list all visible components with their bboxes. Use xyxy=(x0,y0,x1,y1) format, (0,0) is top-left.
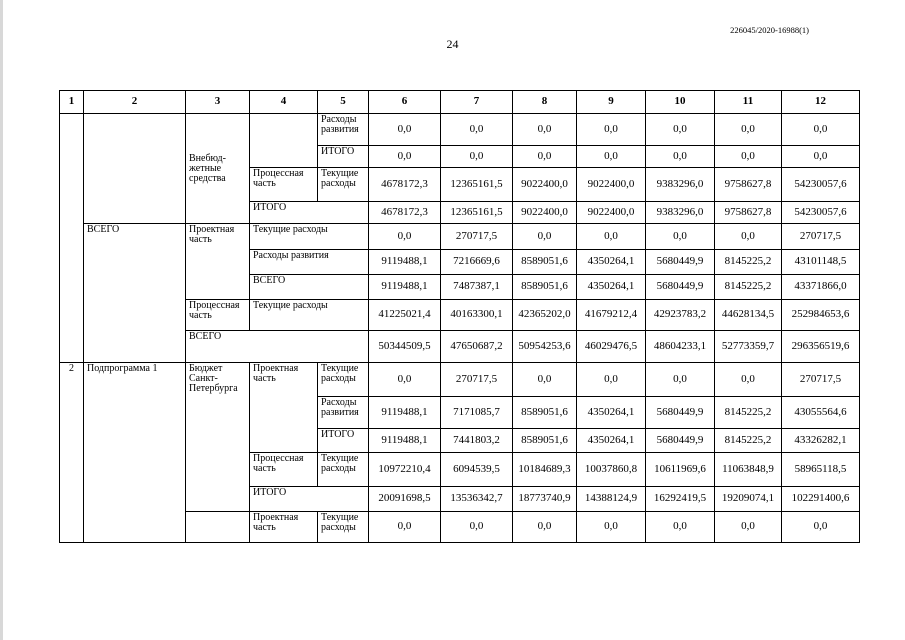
value-cell: 7441803,2 xyxy=(441,429,513,453)
value-cell: 40163300,1 xyxy=(441,300,513,331)
value-cell: 0,0 xyxy=(369,146,441,168)
expense-type-cell: Расходы развития xyxy=(318,397,369,429)
value-cell: 0,0 xyxy=(782,512,860,543)
value-cell: 9119488,1 xyxy=(369,275,441,300)
source-cell: Бюджет Санкт-Петербурга xyxy=(186,363,250,512)
total-label-cell: ИТОГО xyxy=(318,429,369,453)
value-cell: 44628134,5 xyxy=(715,300,782,331)
value-cell: 50344509,5 xyxy=(369,331,441,363)
value-cell: 0,0 xyxy=(715,363,782,397)
value-cell: 9022400,0 xyxy=(513,168,577,202)
expense-type-cell: Текущие расходы xyxy=(250,300,369,331)
table-row xyxy=(60,224,860,250)
program-cell: ВСЕГО xyxy=(84,224,186,363)
value-cell: 42923783,2 xyxy=(646,300,715,331)
table-row xyxy=(60,363,860,397)
value-cell: 5680449,9 xyxy=(646,429,715,453)
part-cell: Процессная часть xyxy=(250,453,318,487)
table-row xyxy=(60,114,860,146)
value-cell: 4350264,1 xyxy=(577,429,646,453)
part-cell: Процессная часть xyxy=(186,300,250,331)
value-cell: 9383296,0 xyxy=(646,168,715,202)
value-cell: 43055564,6 xyxy=(782,397,860,429)
value-cell: 270717,5 xyxy=(782,363,860,397)
total-label-cell: ВСЕГО xyxy=(186,331,369,363)
value-cell: 6094539,5 xyxy=(441,453,513,487)
part-cell: Процессная часть xyxy=(250,168,318,202)
header-cell: 1 xyxy=(60,91,84,114)
value-cell: 9119488,1 xyxy=(369,429,441,453)
value-cell: 20091698,5 xyxy=(369,487,441,512)
value-cell: 9119488,1 xyxy=(369,397,441,429)
part-cell xyxy=(250,114,318,168)
value-cell: 7171085,7 xyxy=(441,397,513,429)
row-number-cell xyxy=(60,114,84,363)
value-cell: 12365161,5 xyxy=(441,168,513,202)
value-cell: 4678172,3 xyxy=(369,168,441,202)
value-cell: 43101148,5 xyxy=(782,250,860,275)
value-cell: 8145225,2 xyxy=(715,275,782,300)
value-cell: 0,0 xyxy=(369,363,441,397)
expense-type-cell: Расходы развития xyxy=(318,114,369,146)
header-cell: 3 xyxy=(186,91,250,114)
value-cell: 10972210,4 xyxy=(369,453,441,487)
value-cell: 10037860,8 xyxy=(577,453,646,487)
value-cell: 14388124,9 xyxy=(577,487,646,512)
value-cell: 8589051,6 xyxy=(513,250,577,275)
value-cell: 9022400,0 xyxy=(513,202,577,224)
value-cell: 0,0 xyxy=(782,114,860,146)
value-cell: 0,0 xyxy=(646,363,715,397)
value-cell: 52773359,7 xyxy=(715,331,782,363)
value-cell: 16292419,5 xyxy=(646,487,715,512)
value-cell: 4350264,1 xyxy=(577,397,646,429)
part-cell: Проектная часть xyxy=(186,224,250,300)
value-cell: 296356519,6 xyxy=(782,331,860,363)
value-cell: 0,0 xyxy=(646,224,715,250)
value-cell: 0,0 xyxy=(715,114,782,146)
value-cell: 5680449,9 xyxy=(646,250,715,275)
value-cell: 7487387,1 xyxy=(441,275,513,300)
value-cell: 0,0 xyxy=(369,512,441,543)
value-cell: 41679212,4 xyxy=(577,300,646,331)
value-cell: 42365202,0 xyxy=(513,300,577,331)
value-cell: 13536342,7 xyxy=(441,487,513,512)
value-cell: 0,0 xyxy=(369,114,441,146)
part-cell: Проектная часть xyxy=(250,363,318,453)
header-cell: 4 xyxy=(250,91,318,114)
value-cell: 12365161,5 xyxy=(441,202,513,224)
value-cell: 0,0 xyxy=(577,146,646,168)
value-cell: 18773740,9 xyxy=(513,487,577,512)
expense-type-cell: Текущие расходы xyxy=(318,453,369,487)
value-cell: 252984653,6 xyxy=(782,300,860,331)
value-cell: 8589051,6 xyxy=(513,397,577,429)
part-cell: Проектная часть xyxy=(250,512,318,543)
value-cell: 8589051,6 xyxy=(513,429,577,453)
value-cell: 0,0 xyxy=(715,224,782,250)
total-label-cell: ИТОГО xyxy=(318,146,369,168)
header-cell: 6 xyxy=(369,91,441,114)
value-cell: 9119488,1 xyxy=(369,250,441,275)
header-cell: 12 xyxy=(782,91,860,114)
value-cell: 0,0 xyxy=(441,146,513,168)
value-cell: 0,0 xyxy=(577,114,646,146)
document-code: 226045/2020-16988(1) xyxy=(730,25,809,35)
expense-type-cell: Расходы развития xyxy=(250,250,369,275)
value-cell: 5680449,9 xyxy=(646,397,715,429)
header-cell: 9 xyxy=(577,91,646,114)
value-cell: 54230057,6 xyxy=(782,168,860,202)
value-cell: 0,0 xyxy=(513,146,577,168)
value-cell: 0,0 xyxy=(513,114,577,146)
value-cell: 7216669,6 xyxy=(441,250,513,275)
value-cell: 0,0 xyxy=(715,512,782,543)
value-cell: 11063848,9 xyxy=(715,453,782,487)
value-cell: 8145225,2 xyxy=(715,429,782,453)
value-cell: 0,0 xyxy=(369,224,441,250)
value-cell: 0,0 xyxy=(441,114,513,146)
value-cell: 270717,5 xyxy=(441,224,513,250)
value-cell: 5680449,9 xyxy=(646,275,715,300)
value-cell: 270717,5 xyxy=(441,363,513,397)
value-cell: 47650687,2 xyxy=(441,331,513,363)
value-cell: 10611969,6 xyxy=(646,453,715,487)
value-cell: 0,0 xyxy=(577,512,646,543)
value-cell: 43326282,1 xyxy=(782,429,860,453)
expense-type-cell: Текущие расходы xyxy=(318,168,369,202)
total-label-cell: ИТОГО xyxy=(250,202,369,224)
value-cell: 10184689,3 xyxy=(513,453,577,487)
value-cell: 0,0 xyxy=(646,146,715,168)
header-cell: 2 xyxy=(84,91,186,114)
value-cell: 0,0 xyxy=(513,363,577,397)
total-label-cell: ИТОГО xyxy=(250,487,369,512)
value-cell: 9758627,8 xyxy=(715,202,782,224)
row-number-cell: 2 xyxy=(60,363,84,543)
source-cell: Внебюд-жетные средства xyxy=(186,114,250,224)
value-cell: 4350264,1 xyxy=(577,250,646,275)
value-cell: 270717,5 xyxy=(782,224,860,250)
budget-table xyxy=(59,90,860,543)
value-cell: 0,0 xyxy=(715,146,782,168)
value-cell: 9383296,0 xyxy=(646,202,715,224)
expense-type-cell: Текущие расходы xyxy=(250,224,369,250)
value-cell: 8145225,2 xyxy=(715,397,782,429)
header-row xyxy=(60,91,860,114)
value-cell: 9758627,8 xyxy=(715,168,782,202)
value-cell: 0,0 xyxy=(646,512,715,543)
header-cell: 8 xyxy=(513,91,577,114)
program-cell: Подпрограмма 1 xyxy=(84,363,186,543)
value-cell: 41225021,4 xyxy=(369,300,441,331)
value-cell: 0,0 xyxy=(577,224,646,250)
value-cell: 58965118,5 xyxy=(782,453,860,487)
value-cell: 8145225,2 xyxy=(715,250,782,275)
value-cell: 8589051,6 xyxy=(513,275,577,300)
value-cell: 50954253,6 xyxy=(513,331,577,363)
value-cell: 48604233,1 xyxy=(646,331,715,363)
header-cell: 5 xyxy=(318,91,369,114)
value-cell: 9022400,0 xyxy=(577,202,646,224)
value-cell: 4678172,3 xyxy=(369,202,441,224)
value-cell: 0,0 xyxy=(646,114,715,146)
value-cell: 0,0 xyxy=(577,363,646,397)
value-cell: 0,0 xyxy=(513,224,577,250)
value-cell: 0,0 xyxy=(441,512,513,543)
value-cell: 46029476,5 xyxy=(577,331,646,363)
value-cell: 102291400,6 xyxy=(782,487,860,512)
page-number: 24 xyxy=(446,37,459,51)
source-cell xyxy=(186,512,250,543)
value-cell: 54230057,6 xyxy=(782,202,860,224)
value-cell: 19209074,1 xyxy=(715,487,782,512)
value-cell: 4350264,1 xyxy=(577,275,646,300)
expense-type-cell: Текущие расходы xyxy=(318,512,369,543)
value-cell: 0,0 xyxy=(782,146,860,168)
value-cell: 0,0 xyxy=(513,512,577,543)
header-cell: 7 xyxy=(441,91,513,114)
header-cell: 10 xyxy=(646,91,715,114)
total-label-cell: ВСЕГО xyxy=(250,275,369,300)
program-cell xyxy=(84,114,186,224)
value-cell: 9022400,0 xyxy=(577,168,646,202)
scan-left-edge xyxy=(0,0,3,640)
header-cell: 11 xyxy=(715,91,782,114)
value-cell: 43371866,0 xyxy=(782,275,860,300)
expense-type-cell: Текущие расходы xyxy=(318,363,369,397)
